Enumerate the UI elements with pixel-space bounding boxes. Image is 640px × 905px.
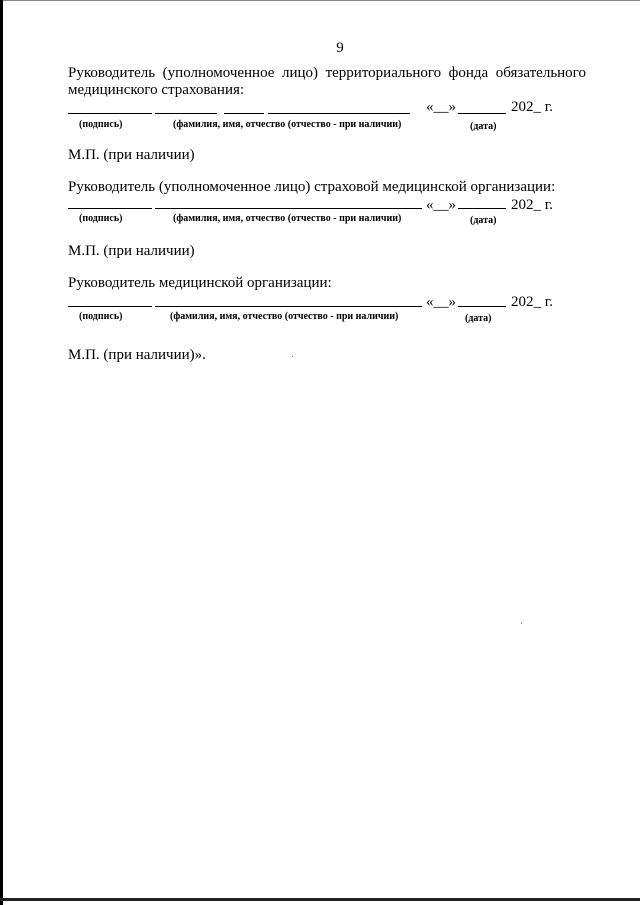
- section1-date-day: «__»: [426, 99, 456, 115]
- section1-heading-word: лицо): [281, 65, 319, 81]
- section1-year: 202_ г.: [511, 99, 553, 115]
- page-left-edge: [0, 0, 3, 905]
- section1-caption-signature: (подпись): [79, 119, 123, 130]
- section1-heading-line1: [68, 64, 586, 82]
- section3-date-day: «__»: [426, 294, 456, 310]
- section3-year: 202_ г.: [511, 294, 553, 310]
- section1-heading-word: (уполномоченное: [162, 65, 275, 81]
- section1-heading-word: обязательного: [495, 65, 586, 81]
- section1-signature-line[interactable]: [68, 113, 152, 114]
- section2-date-day: «__»: [426, 197, 456, 213]
- section1-name-line-part1[interactable]: [155, 113, 217, 114]
- section2-caption-signature: (подпись): [79, 213, 123, 224]
- section1-stamp: М.П. (при наличии): [68, 147, 195, 163]
- section1-heading-word: фонда: [448, 65, 489, 81]
- section2-stamp: М.П. (при наличии): [68, 243, 195, 259]
- section1-date-line[interactable]: [458, 113, 506, 114]
- section3-date-line[interactable]: [458, 306, 506, 307]
- section1-heading-word: территориального: [325, 65, 442, 81]
- section2-date-line[interactable]: [458, 208, 506, 209]
- section1-caption-date: (дата): [470, 121, 497, 132]
- section1-name-line-part3[interactable]: [268, 113, 410, 114]
- section2-signature-line[interactable]: [68, 208, 152, 209]
- section2-caption-name: (фамилия, имя, отчество (отчество - при наличии): [173, 213, 402, 224]
- page-number: 9: [336, 40, 344, 56]
- section3-stamp: М.П. (при наличии)».: [68, 347, 206, 363]
- section3-caption-date: (дата): [465, 313, 492, 324]
- section1-caption-name: (фамилия, имя, отчество (отчество - при наличии): [173, 119, 402, 130]
- section3-signature-line[interactable]: [68, 306, 152, 307]
- section1-name-line-part2[interactable]: [224, 113, 264, 114]
- section3-caption-name: (фамилия, имя, отчество (отчество - при наличии): [170, 311, 399, 322]
- section3-heading: Руководитель медицинской организации:: [68, 275, 332, 291]
- page-bottom-edge: [0, 898, 640, 901]
- section3-name-line[interactable]: [155, 306, 422, 307]
- section1-heading-word: Руководитель: [68, 65, 156, 81]
- scan-speck: [521, 623, 522, 624]
- page-top-edge: [0, 0, 640, 1]
- section2-name-line[interactable]: [155, 208, 422, 209]
- section2-caption-date: (дата): [470, 215, 497, 226]
- section1-heading-line2: медицинского страхования:: [68, 82, 245, 98]
- section2-heading: Руководитель (уполномоченное лицо) страховой медицинской организации:: [68, 179, 556, 195]
- section2-year: 202_ г.: [511, 197, 553, 213]
- scan-speck: [292, 356, 293, 357]
- section3-caption-signature: (подпись): [79, 311, 123, 322]
